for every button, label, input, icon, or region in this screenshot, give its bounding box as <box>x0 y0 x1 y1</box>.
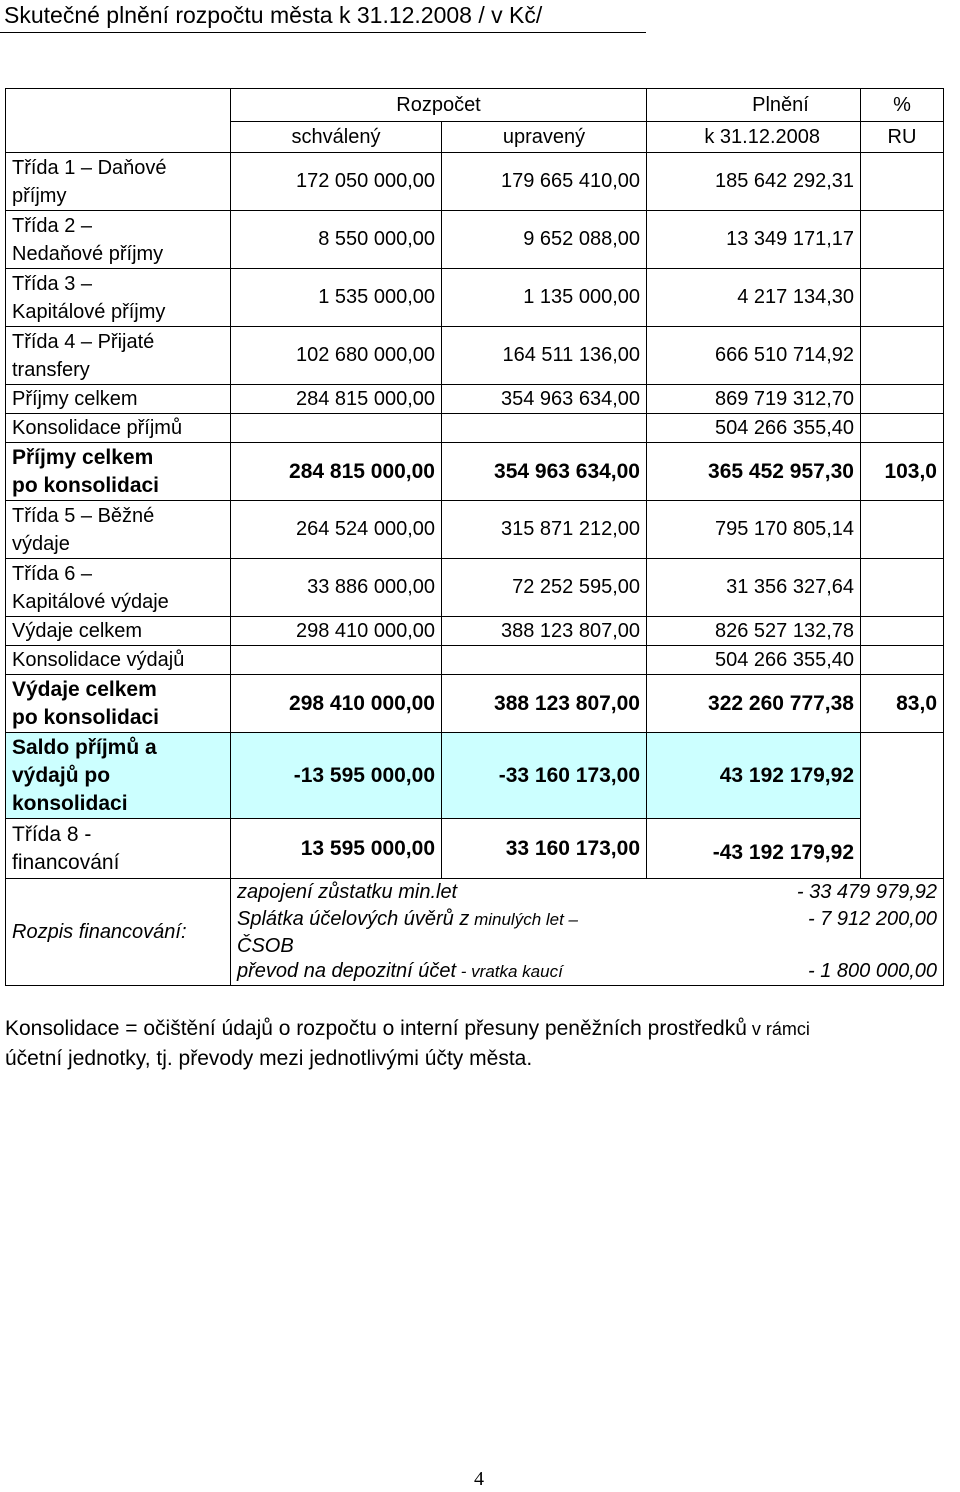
row-label: Třída 8 - financování <box>6 819 231 879</box>
value-upraveny: 388 123 807,00 <box>442 675 647 733</box>
value-upraveny <box>442 646 647 675</box>
table-row <box>6 327 944 385</box>
table-row <box>6 501 944 559</box>
value-plneni: 322 260 777,38 <box>647 675 861 733</box>
value-schvaleny: 13 595 000,00 <box>231 819 442 879</box>
value-pct <box>861 733 944 879</box>
header-schvaleny: schválený <box>231 122 442 153</box>
note-text-line2: účetní jednotky, tj. převody mezi jednotlivými účty města. <box>5 1047 533 1070</box>
value-schvaleny: -13 595 000,00 <box>231 733 442 819</box>
value-plneni: 365 452 957,30 <box>647 443 861 501</box>
header-upraveny: upravený <box>442 122 647 153</box>
financing-row <box>6 879 944 906</box>
value-pct <box>861 414 944 443</box>
table-row <box>6 153 944 211</box>
table-row <box>6 559 944 617</box>
row-label: Třída 5 – Běžné výdaje <box>6 501 231 559</box>
value-upraveny: 33 160 173,00 <box>442 819 647 879</box>
header-plneni: Plnění <box>647 89 861 122</box>
table-row-financovani <box>6 819 944 879</box>
row-label: Příjmy celkem po konsolidaci <box>6 443 231 501</box>
budget-table <box>5 88 944 986</box>
financing-item-value: - 1 800 000,00 <box>647 959 944 986</box>
value-schvaleny: 298 410 000,00 <box>231 617 442 646</box>
header-rozpocet: Rozpočet <box>231 89 647 122</box>
value-plneni: 869 719 312,70 <box>647 385 861 414</box>
value-plneni: 504 266 355,40 <box>647 646 861 675</box>
table-row <box>6 414 944 443</box>
value-schvaleny: 1 535 000,00 <box>231 269 442 327</box>
header-pct: % <box>861 89 944 122</box>
value-upraveny: 179 665 410,00 <box>442 153 647 211</box>
value-plneni: -43 192 179,92 <box>647 819 861 879</box>
table-row-total <box>6 443 944 501</box>
value-schvaleny: 102 680 000,00 <box>231 327 442 385</box>
row-label: Třída 4 – Přijaté transfery <box>6 327 231 385</box>
table-row <box>6 269 944 327</box>
value-schvaleny: 8 550 000,00 <box>231 211 442 269</box>
row-label: Třída 6 – Kapitálové výdaje <box>6 559 231 617</box>
value-schvaleny <box>231 646 442 675</box>
value-pct <box>861 269 944 327</box>
consolidation-note <box>5 1014 960 1074</box>
value-upraveny: 72 252 595,00 <box>442 559 647 617</box>
financing-item-value: - 33 479 979,92 <box>647 879 944 906</box>
value-plneni: 826 527 132,78 <box>647 617 861 646</box>
financing-item-text: zapojení zůstatku min.let <box>231 879 647 906</box>
value-pct <box>861 617 944 646</box>
row-label: Třída 1 – Daňové příjmy <box>6 153 231 211</box>
note-text-small: v rámci <box>746 1019 810 1039</box>
row-label: Saldo příjmů a výdajů po konsolidaci <box>6 733 231 819</box>
value-schvaleny: 284 815 000,00 <box>231 385 442 414</box>
value-plneni: 4 217 134,30 <box>647 269 861 327</box>
table-row-total <box>6 675 944 733</box>
financing-item-text: převod na depozitní účet - vratka kaucí <box>231 959 647 986</box>
value-upraveny: 1 135 000,00 <box>442 269 647 327</box>
value-upraveny: 388 123 807,00 <box>442 617 647 646</box>
value-pct <box>861 211 944 269</box>
financing-item-text: Splátka účelových úvěrů z minulých let – ČSOB <box>231 906 647 959</box>
row-label: Třída 2 – Nedaňové příjmy <box>6 211 231 269</box>
row-label: Konsolidace výdajů <box>6 646 231 675</box>
value-pct <box>861 646 944 675</box>
table-row <box>6 617 944 646</box>
value-upraveny: 354 963 634,00 <box>442 385 647 414</box>
value-upraveny: 354 963 634,00 <box>442 443 647 501</box>
value-plneni: 13 349 171,17 <box>647 211 861 269</box>
value-pct: 103,0 <box>861 443 944 501</box>
value-schvaleny: 172 050 000,00 <box>231 153 442 211</box>
financing-item-value: - 7 912 200,00 <box>647 906 944 959</box>
value-schvaleny: 284 815 000,00 <box>231 443 442 501</box>
value-upraveny: 315 871 212,00 <box>442 501 647 559</box>
value-plneni: 504 266 355,40 <box>647 414 861 443</box>
value-pct <box>861 385 944 414</box>
value-schvaleny <box>231 414 442 443</box>
value-schvaleny: 264 524 000,00 <box>231 501 442 559</box>
value-plneni: 795 170 805,14 <box>647 501 861 559</box>
page-title: Skutečné plnění rozpočtu města k 31.12.2008 / v Kč/ <box>4 2 543 28</box>
value-plneni: 185 642 292,31 <box>647 153 861 211</box>
value-plneni: 43 192 179,92 <box>647 733 861 819</box>
header-row-1 <box>6 89 944 122</box>
row-label: Třída 3 – Kapitálové příjmy <box>6 269 231 327</box>
header-label-cell <box>6 89 231 153</box>
value-upraveny <box>442 414 647 443</box>
value-pct <box>861 327 944 385</box>
value-upraveny: 164 511 136,00 <box>442 327 647 385</box>
header-ru: RU <box>861 122 944 153</box>
value-pct <box>861 153 944 211</box>
table-row <box>6 646 944 675</box>
value-upraveny: 9 652 088,00 <box>442 211 647 269</box>
value-plneni: 666 510 714,92 <box>647 327 861 385</box>
value-schvaleny: 298 410 000,00 <box>231 675 442 733</box>
table-row-saldo <box>6 733 944 819</box>
page-number: 4 <box>474 1468 484 1490</box>
value-pct <box>861 501 944 559</box>
value-pct <box>861 559 944 617</box>
table-row <box>6 385 944 414</box>
title-underline <box>0 32 646 33</box>
row-label: Příjmy celkem <box>6 385 231 414</box>
financing-label: Rozpis financování: <box>6 879 231 986</box>
row-label: Konsolidace příjmů <box>6 414 231 443</box>
header-plneni-date: k 31.12.2008 <box>647 122 861 153</box>
row-label: Výdaje celkem po konsolidaci <box>6 675 231 733</box>
value-schvaleny: 33 886 000,00 <box>231 559 442 617</box>
note-text-main: Konsolidace = očištění údajů o rozpočtu o interní přesuny peněžních prostředků <box>5 1017 747 1040</box>
value-upraveny: -33 160 173,00 <box>442 733 647 819</box>
value-plneni: 31 356 327,64 <box>647 559 861 617</box>
table-row <box>6 211 944 269</box>
row-label: Výdaje celkem <box>6 617 231 646</box>
value-pct: 83,0 <box>861 675 944 733</box>
